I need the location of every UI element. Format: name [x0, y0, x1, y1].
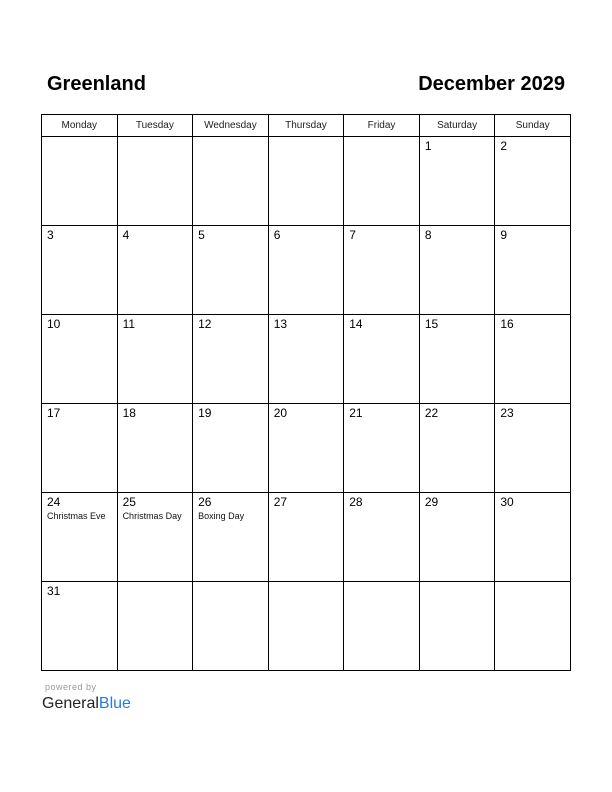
calendar-grid [41, 114, 571, 671]
day-number: 7 [349, 228, 356, 242]
day-cell [344, 315, 420, 404]
holiday-label: Christmas Eve [47, 511, 106, 521]
day-cell [42, 315, 118, 404]
day-number: 9 [500, 228, 508, 242]
day-number: 4 [122, 228, 130, 242]
day-cell [268, 226, 344, 315]
weekday-header: Monday [42, 115, 118, 137]
day-cell [495, 493, 571, 582]
day-cell [117, 404, 193, 493]
day-cell [117, 582, 193, 671]
day-number: 13 [273, 317, 288, 331]
day-cell [344, 404, 420, 493]
day-number: 23 [500, 406, 514, 420]
day-number: 10 [47, 317, 61, 331]
day-cell [419, 493, 495, 582]
day-cell [193, 315, 269, 404]
week-row [42, 315, 571, 404]
day-number: 3 [47, 228, 54, 242]
day-number: 15 [424, 317, 439, 331]
day-number: 11 [122, 317, 136, 331]
day-number [118, 137, 193, 139]
day-cell [42, 493, 118, 582]
day-cell [344, 137, 420, 226]
day-number: 14 [349, 317, 363, 331]
weekday-header: Wednesday [193, 115, 269, 137]
day-number: 27 [273, 495, 288, 509]
day-cell [495, 137, 571, 226]
weekday-header-row [42, 115, 571, 137]
country-title: Greenland [47, 73, 146, 95]
day-cell [419, 137, 495, 226]
day-number: 8 [424, 228, 432, 242]
day-cell [42, 137, 118, 226]
day-cell [419, 404, 495, 493]
week-row [42, 137, 571, 226]
brand-general: General [42, 695, 99, 712]
day-cell [268, 493, 344, 582]
day-number [193, 137, 268, 139]
day-cell [344, 493, 420, 582]
day-number: 6 [273, 228, 281, 242]
week-row [42, 404, 571, 493]
week-row [42, 493, 571, 582]
month-year-title: December 2029 [418, 73, 565, 95]
day-number [495, 582, 570, 584]
day-number [420, 582, 495, 584]
day-number: 17 [47, 406, 61, 420]
day-number: 25 [122, 495, 136, 509]
day-cell [268, 137, 344, 226]
day-number: 29 [424, 495, 439, 509]
day-cell [193, 404, 269, 493]
day-cell [268, 315, 344, 404]
day-cell [42, 404, 118, 493]
day-cell [268, 404, 344, 493]
day-cell [117, 226, 193, 315]
day-number: 30 [500, 495, 514, 509]
day-number [344, 137, 419, 139]
day-cell [193, 493, 269, 582]
day-number: 2 [500, 139, 508, 153]
day-number: 16 [500, 317, 514, 331]
day-cell [495, 404, 571, 493]
weekday-header: Thursday [268, 115, 344, 137]
day-cell [419, 582, 495, 671]
day-number: 28 [349, 495, 363, 509]
day-cell [344, 582, 420, 671]
day-number: 12 [198, 317, 212, 331]
day-cell [193, 582, 269, 671]
weekday-header: Sunday [495, 115, 571, 137]
day-number: 24 [47, 495, 61, 509]
day-cell [193, 226, 269, 315]
day-number: 22 [424, 406, 439, 420]
day-cell [268, 582, 344, 671]
day-number: 19 [198, 406, 212, 420]
week-row [42, 582, 571, 671]
day-cell [42, 226, 118, 315]
brand-logo[interactable] [42, 694, 131, 714]
day-cell [495, 582, 571, 671]
week-row [42, 226, 571, 315]
day-cell [117, 493, 193, 582]
day-number: 21 [349, 406, 363, 420]
day-cell [495, 315, 571, 404]
day-number [42, 137, 117, 139]
day-cell [42, 582, 118, 671]
day-number [193, 582, 268, 584]
day-number: 20 [273, 406, 288, 420]
day-cell [117, 315, 193, 404]
day-number [118, 582, 193, 584]
day-number [269, 137, 344, 139]
day-cell [419, 315, 495, 404]
holiday-label: Boxing Day [198, 511, 245, 521]
weekday-header: Saturday [419, 115, 495, 137]
powered-by-text: powered by [45, 682, 97, 692]
day-cell [193, 137, 269, 226]
day-cell [419, 226, 495, 315]
day-number [344, 582, 419, 584]
day-number: 31 [47, 584, 61, 598]
day-number: 18 [122, 406, 136, 420]
weekday-header: Tuesday [117, 115, 193, 137]
day-cell [495, 226, 571, 315]
brand-blue: Blue [98, 695, 131, 712]
day-cell [344, 226, 420, 315]
holiday-label: Christmas Day [122, 511, 182, 521]
day-number: 26 [198, 495, 212, 509]
day-cell [117, 137, 193, 226]
day-number: 5 [198, 228, 205, 242]
day-number: 1 [424, 139, 432, 153]
day-number [269, 582, 344, 584]
weekday-header: Friday [344, 115, 420, 137]
